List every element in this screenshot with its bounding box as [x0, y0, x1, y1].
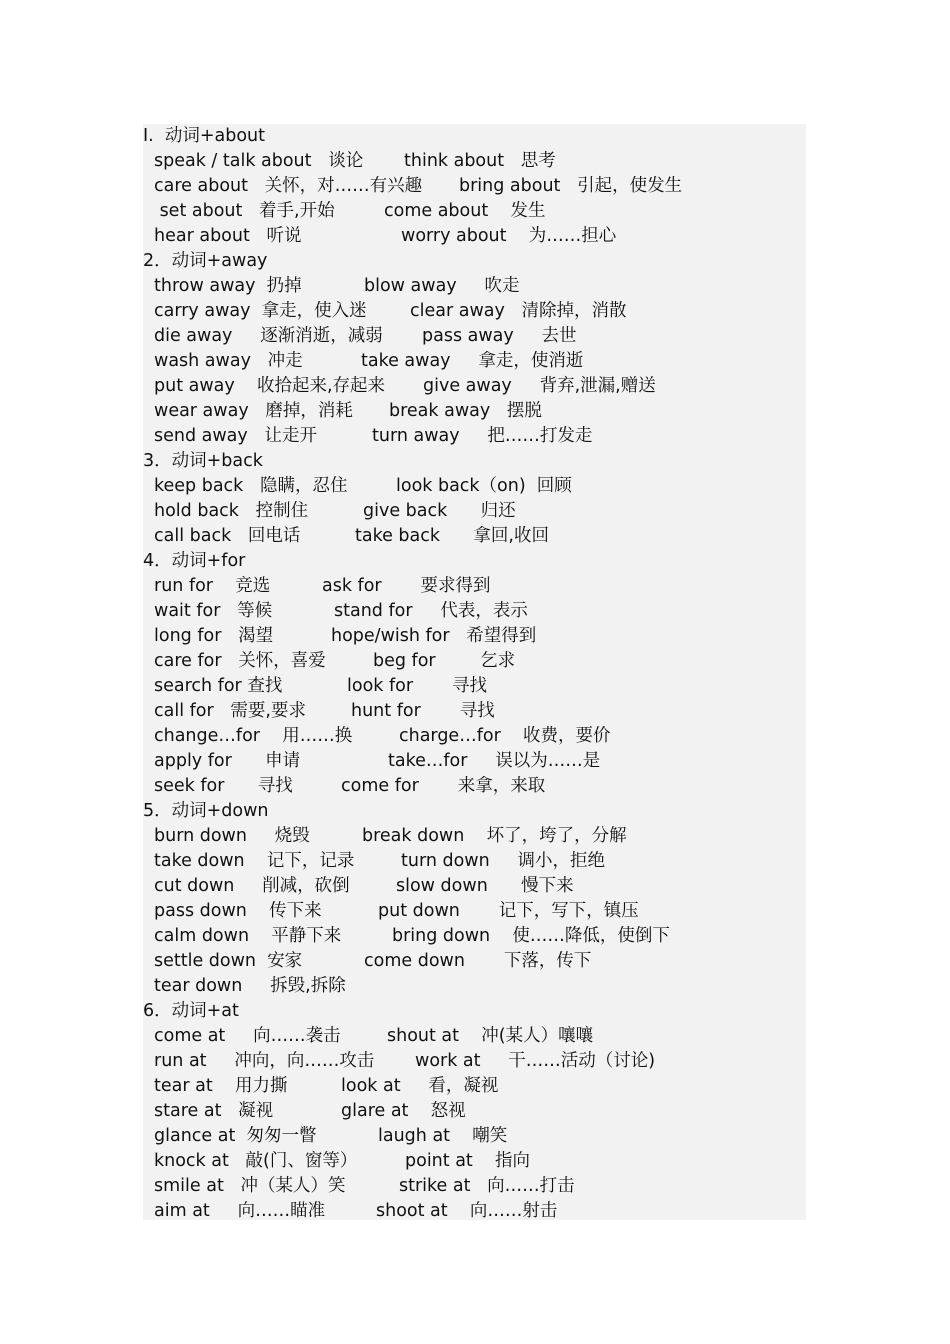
phrase-right: glare at 怒视 — [341, 1101, 466, 1121]
phrase-left: tear at 用力撕 — [154, 1076, 288, 1096]
phrase-right: stand for 代表，表示 — [334, 601, 528, 621]
phrase-left: cut down 削减，砍倒 — [154, 876, 350, 896]
phrase-right: break away 摆脱 — [389, 401, 542, 421]
phrase-left: call back 回电话 — [154, 526, 301, 546]
phrase-left: calm down 平静下来 — [154, 926, 342, 946]
phrase-left: throw away 扔掉 — [154, 276, 302, 296]
phrase-right: break down 坏了，垮了，分解 — [362, 826, 627, 846]
phrase-left: speak / talk about 谈论 — [154, 151, 364, 171]
phrase-right: blow away 吹走 — [364, 276, 520, 296]
phrase-right: take back 拿回,收回 — [355, 526, 549, 546]
phrase-right: take…for 误以为……是 — [388, 751, 601, 771]
phrase-left: come at 向……袭击 — [154, 1026, 341, 1046]
phrase-right: look back（on) 回顾 — [396, 476, 572, 496]
phrase-left: put away 收拾起来,存起来 — [154, 376, 386, 396]
phrase-right: look for 寻找 — [347, 676, 487, 696]
phrase-left: care about 关怀，对……有兴趣 — [154, 176, 423, 196]
phrase-left: pass down 传下来 — [154, 901, 322, 921]
phrase-right: clear away 清除掉，消散 — [410, 301, 627, 321]
phrase-left: wear away 磨掉，消耗 — [154, 401, 353, 421]
phrase-left: call for 需要,要求 — [154, 701, 306, 721]
phrase-right: give back 归还 — [363, 501, 516, 521]
phrase-left: aim at 向……瞄准 — [154, 1201, 326, 1221]
phrase-left: smile at 冲（某人）笑 — [154, 1176, 346, 1196]
phrase-left: glance at 匆匆一瞥 — [154, 1126, 317, 1146]
phrase-right: shout at 冲(某人）嚷嚷 — [387, 1026, 594, 1046]
phrase-list-panel — [143, 124, 806, 1220]
phrase-left: hold back 控制住 — [154, 501, 309, 521]
phrase-right: charge…for 收费，要价 — [399, 726, 611, 746]
phrase-right: turn down 调小，拒绝 — [401, 851, 606, 871]
phrase-right: look at 看，凝视 — [341, 1076, 499, 1096]
phrase-right: work at 干……活动（讨论) — [415, 1051, 656, 1071]
phrase-left: care for 关怀，喜爱 — [154, 651, 326, 671]
phrase-right: come for 来拿，来取 — [341, 776, 546, 796]
phrase-right: come about 发生 — [384, 201, 546, 221]
phrase-right: strike at 向……打击 — [399, 1176, 575, 1196]
phrase-right: take away 拿走，使消逝 — [361, 351, 584, 371]
phrase-left: wash away 冲走 — [154, 351, 303, 371]
section-heading-down: 5．动词+down — [143, 801, 269, 821]
phrase-left: seek for 寻找 — [154, 776, 293, 796]
phrase-right: slow down 慢下来 — [396, 876, 574, 896]
section-heading-for: 4．动词+for — [143, 551, 246, 571]
section-heading-at: 6．动词+at — [143, 1001, 239, 1021]
phrase-left: tear down 拆毁,拆除 — [154, 976, 346, 996]
phrase-right: give away 背弃,泄漏,赠送 — [423, 376, 656, 396]
phrase-right: bring down 使……降低，使倒下 — [392, 926, 670, 946]
phrase-right: worry about 为……担心 — [401, 226, 617, 246]
phrase-left: carry away 拿走，使入迷 — [154, 301, 367, 321]
phrase-left: apply for 申请 — [154, 751, 301, 771]
phrase-right: come down 下落，传下 — [364, 951, 592, 971]
phrase-right: point at 指向 — [405, 1151, 531, 1171]
phrase-left: change…for 用……换 — [154, 726, 353, 746]
phrase-right: hunt for 寻找 — [351, 701, 495, 721]
section-heading-about: I. 动词+about — [143, 126, 266, 146]
phrase-left: run for 竞选 — [154, 576, 271, 596]
phrase-right: bring about 引起，使发生 — [459, 176, 683, 196]
phrase-left: search for 查找 — [154, 676, 283, 696]
phrase-left: send away 让走开 — [154, 426, 317, 446]
phrase-left: settle down 安家 — [154, 951, 303, 971]
phrase-right: pass away 去世 — [422, 326, 577, 346]
phrase-left: wait for 等候 — [154, 601, 273, 621]
phrase-left: long for 渴望 — [154, 626, 274, 646]
section-heading-away: 2．动词+away — [143, 251, 268, 271]
phrase-right: shoot at 向……射击 — [376, 1201, 558, 1221]
phrase-left: stare at 凝视 — [154, 1101, 274, 1121]
phrase-left: run at 冲向，向……攻击 — [154, 1051, 375, 1071]
phrase-right: turn away 把……打发走 — [372, 426, 593, 446]
phrase-right: hope/wish for 希望得到 — [331, 626, 537, 646]
phrase-right: laugh at 嘲笑 — [378, 1126, 508, 1146]
phrase-left: keep back 隐瞒，忍住 — [154, 476, 348, 496]
phrase-right: think about 思考 — [404, 151, 556, 171]
phrase-left: die away 逐渐消逝，减弱 — [154, 326, 383, 346]
phrase-left: set about 着手,开始 — [154, 201, 335, 221]
phrase-right: put down 记下，写下，镇压 — [378, 901, 639, 921]
phrase-right: ask for 要求得到 — [322, 576, 491, 596]
phrase-left: knock at 敲(门、窗等） — [154, 1151, 358, 1171]
phrase-left: hear about 听说 — [154, 226, 302, 246]
phrase-left: burn down 烧毁 — [154, 826, 310, 846]
phrase-right: beg for 乞求 — [373, 651, 516, 671]
phrase-left: take down 记下，记录 — [154, 851, 355, 871]
section-heading-back: 3．动词+back — [143, 451, 263, 471]
